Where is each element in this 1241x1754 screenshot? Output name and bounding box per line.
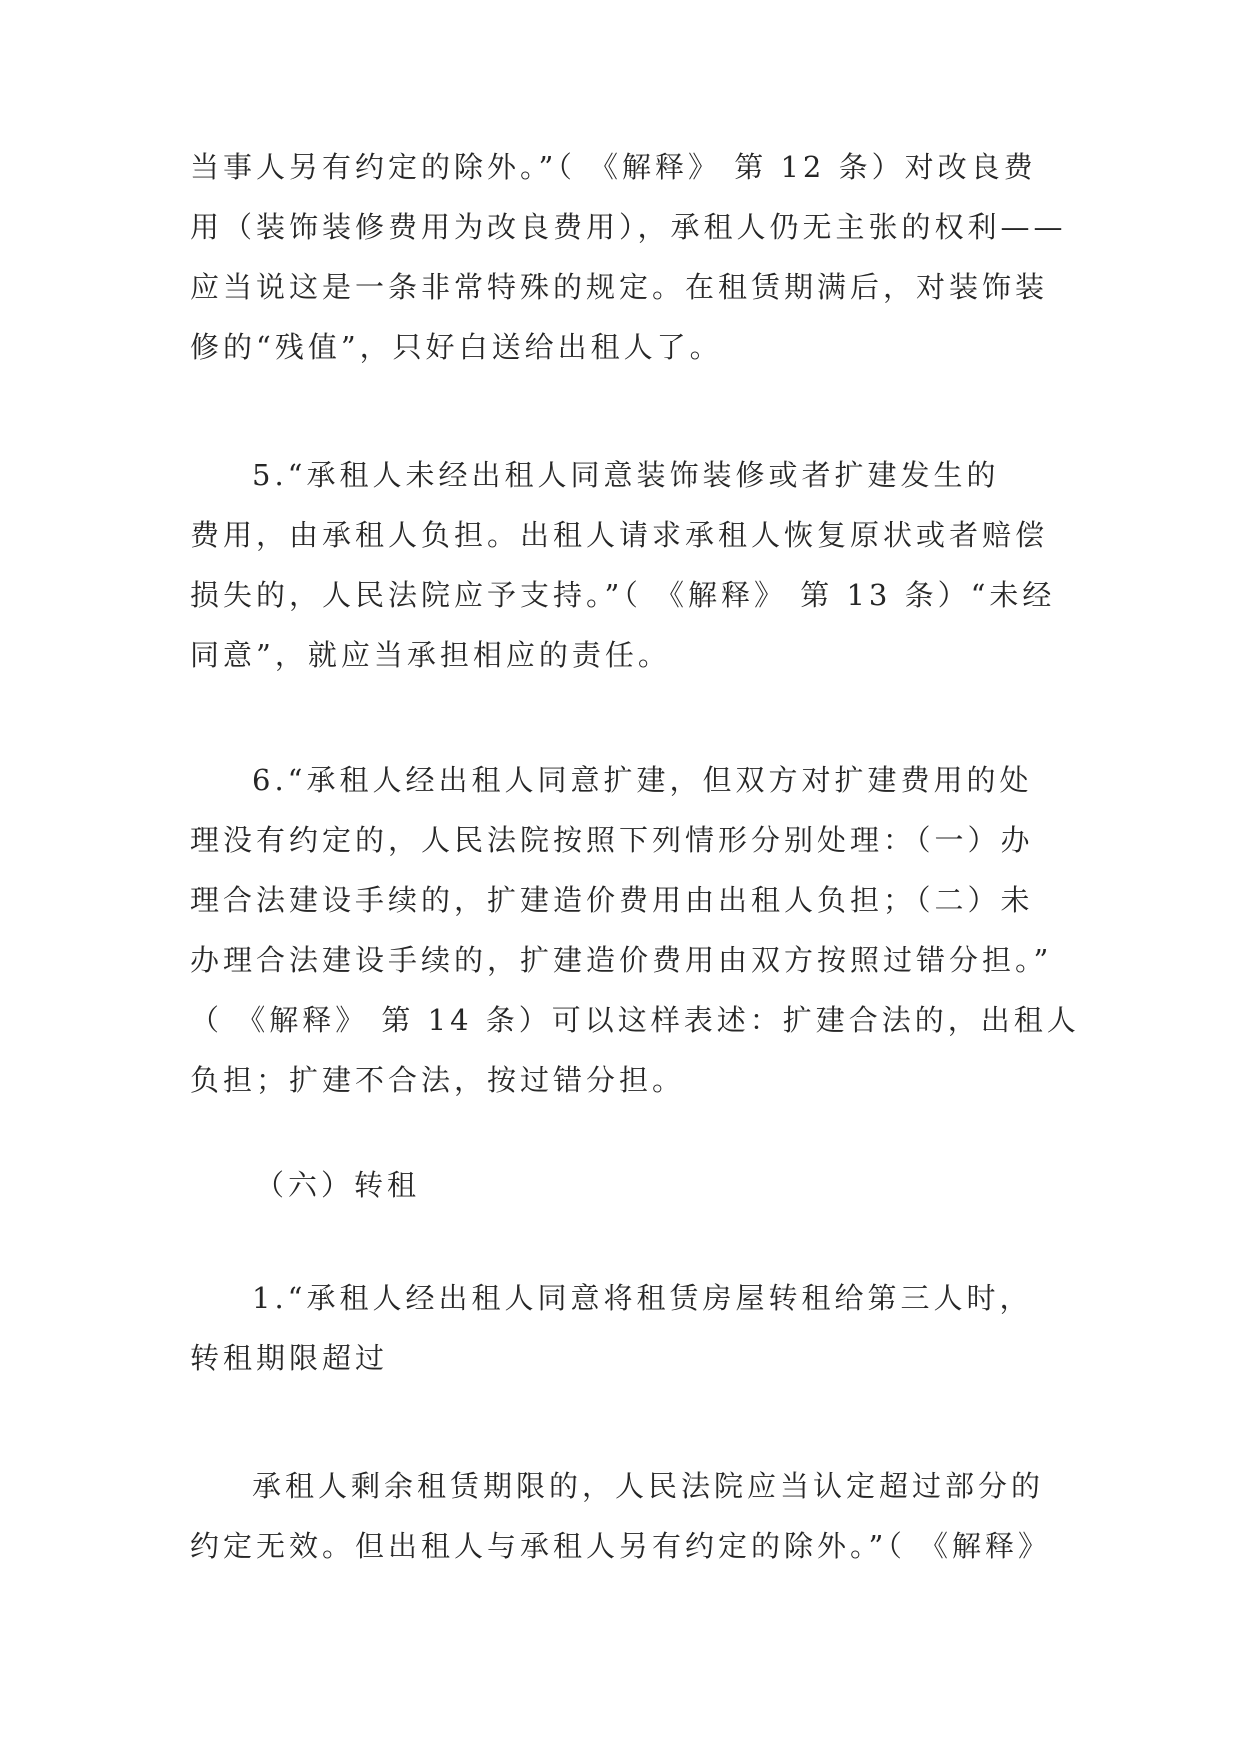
text-line: 修的“残值”，只好白送给出租人了。 xyxy=(190,330,723,364)
paragraph-item-5 xyxy=(190,445,1070,685)
text-line: 负担；扩建不合法，按过错分担。 xyxy=(190,1063,686,1097)
text-line: 1.“承租人经出租人同意将租赁房屋转租给第三人时， xyxy=(252,1281,1033,1315)
text-line: 费用，由承租人负担。出租人请求承租人恢复原状或者赔偿 xyxy=(190,518,1049,552)
text-line: 承租人剩余租赁期限的，人民法院应当认定超过部分的 xyxy=(252,1469,1045,1503)
text-line: 损失的，人民法院应予支持。”（ 《解释》 第 13 条）“未经 xyxy=(190,578,1056,612)
text-line: 约定无效。但出租人与承租人另有约定的除外。”（ 《解释》 xyxy=(190,1529,1052,1563)
text-line: 用（装饰装修费用为改良费用），承租人仍无主张的权利—— xyxy=(190,210,1067,244)
text-line: 6.“承租人经出租人同意扩建，但双方对扩建费用的处 xyxy=(252,763,1033,797)
paragraph-continuation xyxy=(190,1456,1070,1576)
text-line: 转租期限超过 xyxy=(190,1341,389,1375)
paragraph-item-6 xyxy=(190,750,1080,1110)
text-line: 5.“承租人未经出租人同意装饰装修或者扩建发生的 xyxy=(252,458,1000,492)
text-line: 应当说这是一条非常特殊的规定。在租赁期满后，对装饰装 xyxy=(190,270,1049,304)
text-line: 理没有约定的，人民法院按照下列情形分别处理：（一）办 xyxy=(190,823,1034,857)
text-line: （ 《解释》 第 14 条）可以这样表述：扩建合法的，出租人 xyxy=(190,1003,1080,1037)
paragraph-item-1 xyxy=(190,1268,1070,1388)
section-heading: （六）转租 xyxy=(255,1168,421,1202)
text-line: 办理合法建设手续的，扩建造价费用由双方按照过错分担。” xyxy=(190,943,1053,977)
text-line: 理合法建设手续的，扩建造价费用由出租人负担；（二）未 xyxy=(190,883,1034,917)
text-line: 当事人另有约定的除外。”（ 《解释》 第 12 条）对改良费 xyxy=(190,150,1037,184)
paragraph-1 xyxy=(190,137,1070,377)
text-line: 同意”，就应当承担相应的责任。 xyxy=(190,638,671,672)
